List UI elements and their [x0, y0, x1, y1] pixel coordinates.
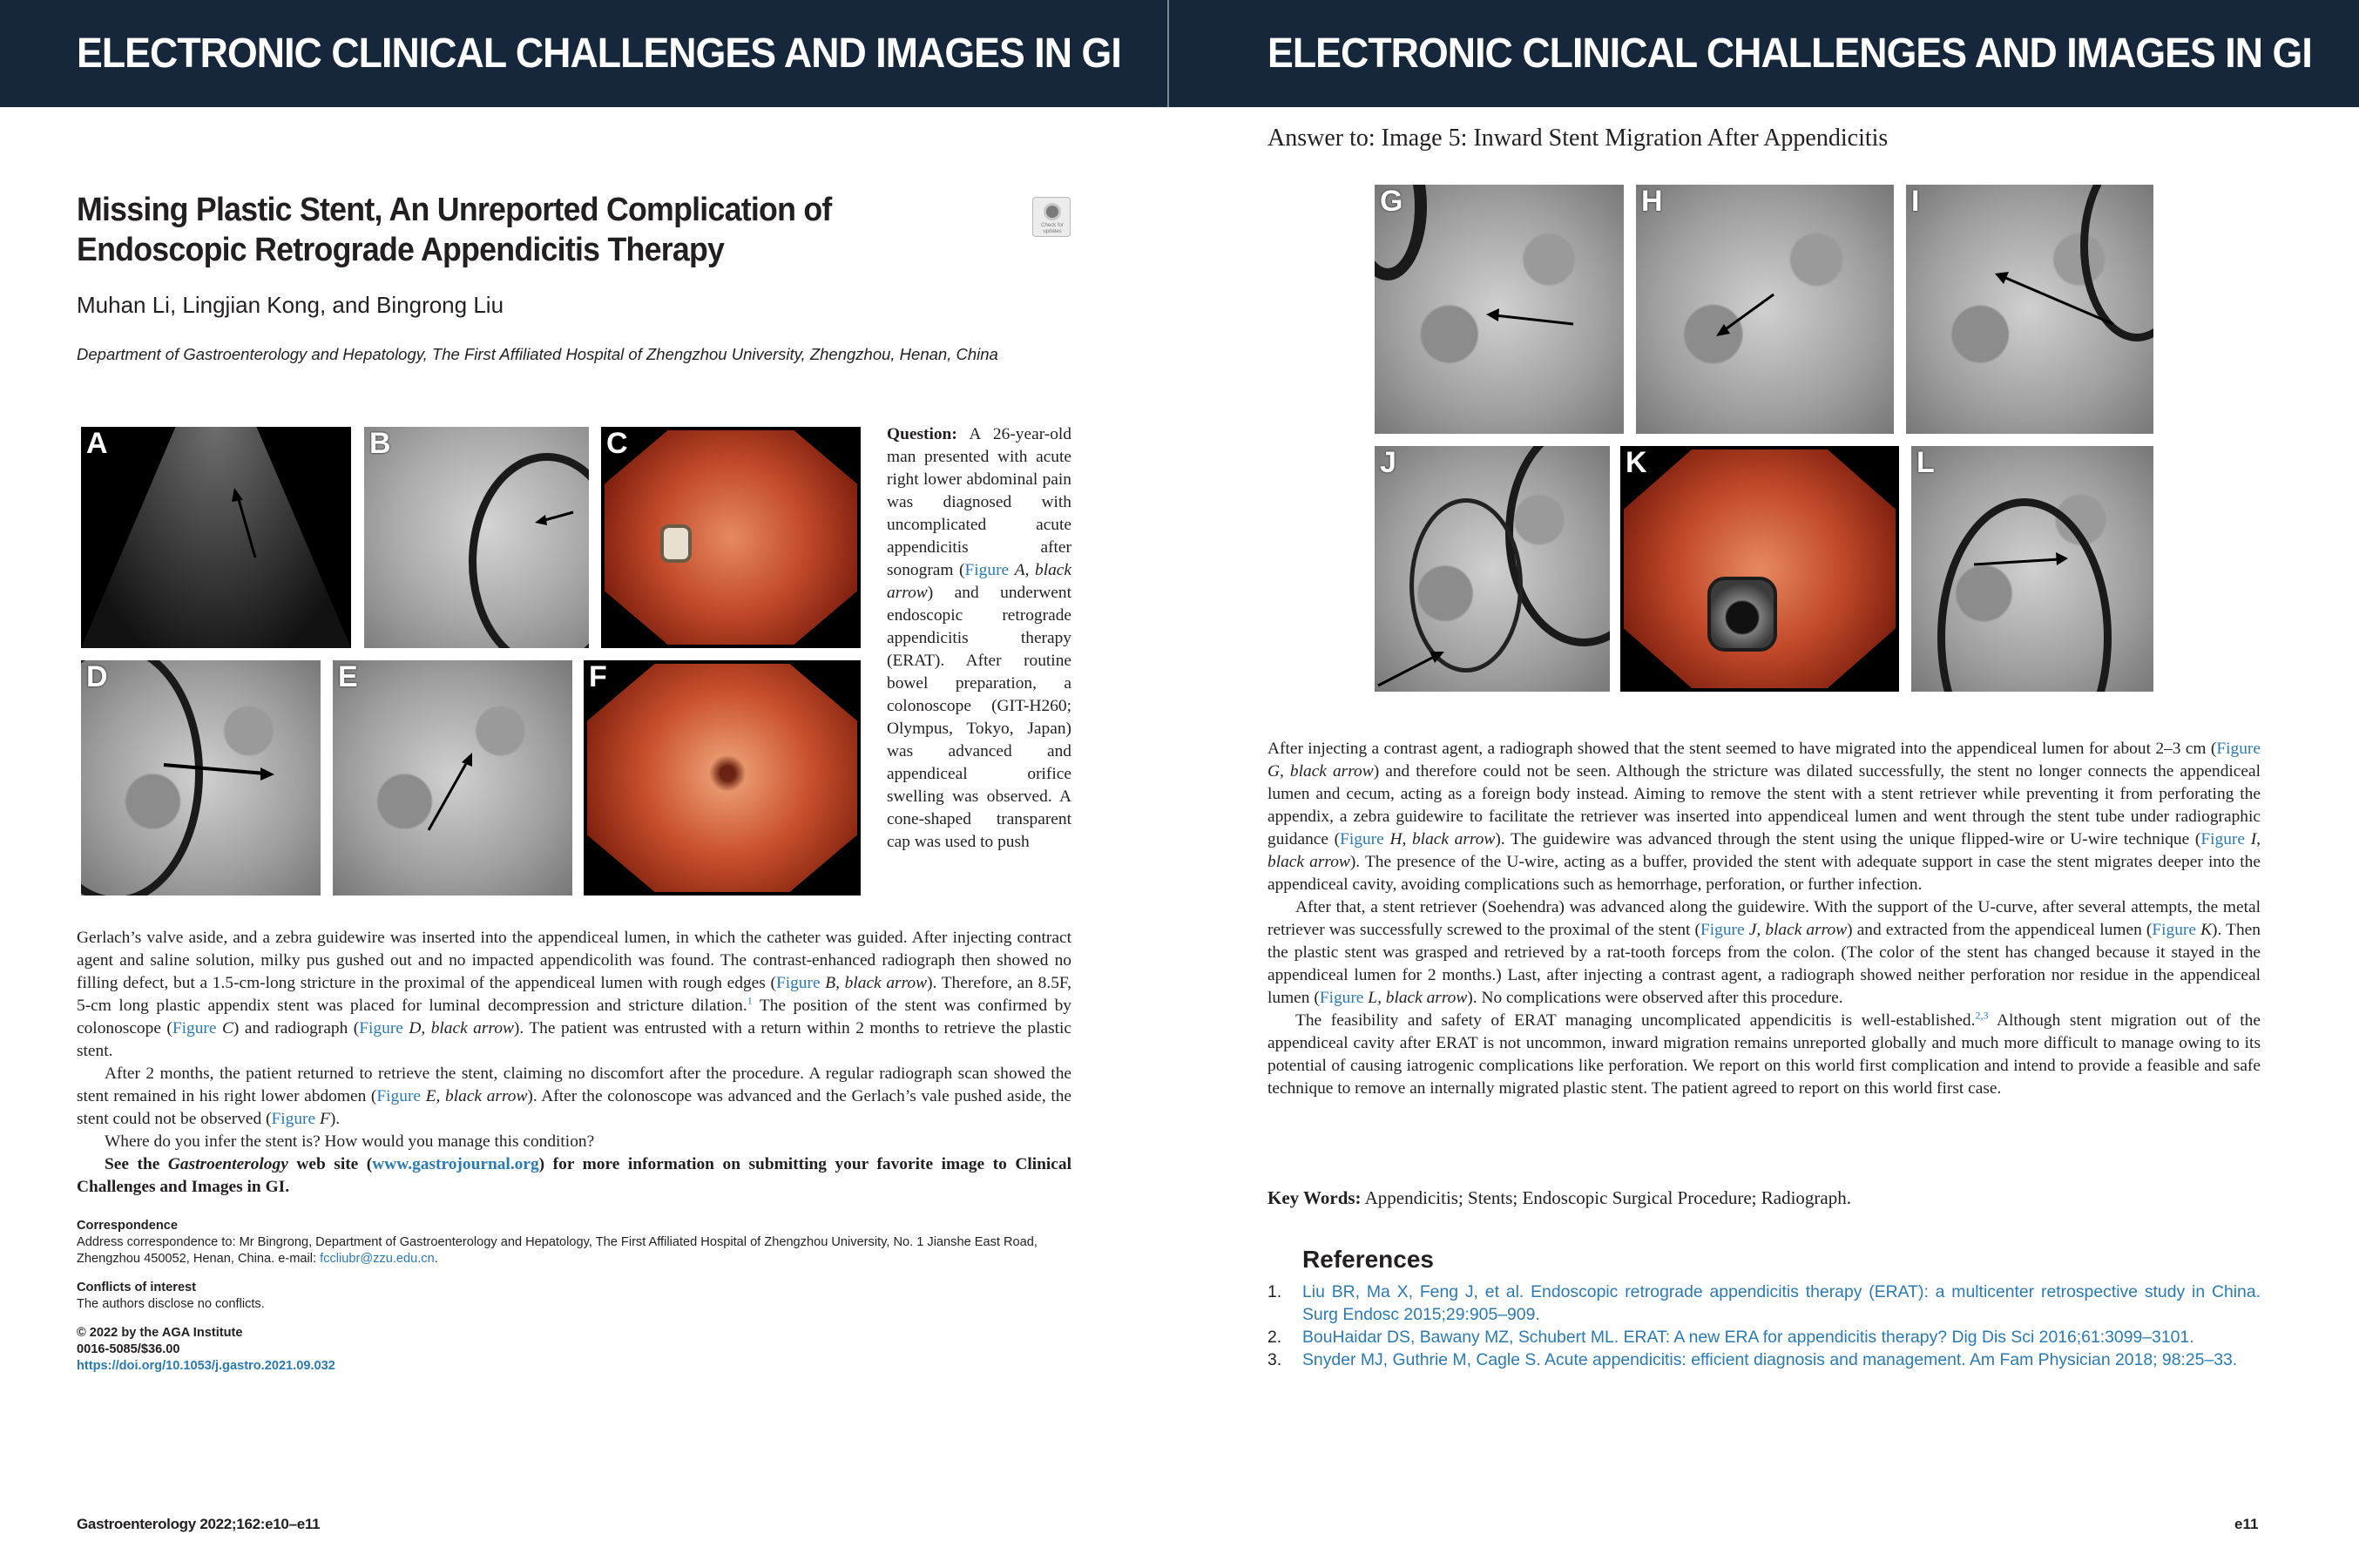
citation-link[interactable]: 2,3 [1975, 1009, 1989, 1022]
figure-link[interactable]: Figure [2152, 921, 2196, 939]
right-page [1169, 0, 2338, 1568]
panel-label-g: G [1380, 185, 1403, 218]
submission-note: See the Gastroenterology web site (www.gastrojournal.org) for more information on submitting your favorite image to Clinical Challenges and Images in GI. [77, 1155, 1071, 1196]
panel-label-c: C [606, 427, 628, 460]
figure-link[interactable]: Figure [775, 974, 821, 992]
arrow-icon [1911, 446, 2153, 692]
left-body-text [77, 927, 1071, 1199]
endoscopic-image [587, 664, 857, 892]
paragraph: After 2 months, the patient returned to retrieve the stent, claiming no discomfort after the procedure. A regular radiograph scan showed the stent remained in his right lower abdomen (Figure E, black arrow). After the colonoscope was advanced and the Gerlach’s vale pushed aside, the stent could not be observed (Figure F). [77, 1064, 1072, 1128]
arrow-icon [81, 660, 321, 896]
figure-link[interactable]: Figure [964, 561, 1010, 579]
figure-panel-b[interactable] [364, 427, 589, 648]
crossmark-icon [1044, 203, 1061, 220]
figure-link[interactable]: Figure [359, 1019, 403, 1037]
right-banner-title: ELECTRONIC CLINICAL CHALLENGES AND IMAGES IN GI [1267, 30, 2312, 77]
figure-panel-g[interactable] [1375, 185, 1624, 434]
right-banner [1169, 0, 2359, 107]
paragraph: After injecting a contrast agent, a radiograph showed that the stent seemed to have migrated into the appendiceal lumen for about 2–3 cm (Figure G, black arrow) and therefore could not be seen. Although the stricture was dilated successfully, the stent no longer connects the appendiceal lumen and cecum, acting as a foreign body instead. Aiming to remove the stent with a stent retriever while preventing it from perforating the appendix, a zebra guidewire to facilitate the retriever was inserted into appendiceal lumen and went through the stent tube under radiographic guidance (Figure H, black arrow). The guidewire was advanced through the stent using the unique flipped-wire or U-wire technique (Figure I, black arrow). The presence of the U-wire, acting as a buffer, provided the stent with adequate support in case the stent migrates deeper into the appendiceal cavity, avoiding complications such as hemorrhage, perforation, or further infection. [1267, 740, 2261, 894]
reference-item[interactable]: 3. Snyder MJ, Guthrie M, Cagle S. Acute appendicitis: efficient diagnosis and management. Am Fam Physician 2018; 98:25–33. [1267, 1350, 2238, 1369]
figure-panel-a[interactable] [81, 427, 351, 648]
reference-item[interactable]: 1. Liu BR, Ma X, Feng J, et al. Endoscopic retrograde appendicitis therapy (ERAT): a multicenter retrospective study in China. Surg Endosc 2015;29:905–909. [1267, 1282, 2261, 1324]
panel-label-i: I [1911, 185, 1920, 218]
endoscopic-image [1624, 449, 1896, 688]
paragraph: Gerlach’s valve aside, and a zebra guidewire was inserted into the appendiceal lumen, in which the catheter was guided. After injecting contract agent and saline solution, milky pus gushed out and no impacted appendicolith was found. The contrast-enhanced radiograph then showed no filling defect, but a 1.5-cm-long stricture in the proximal of the appendiceal lumen with rough edges (Figure B, black arrow). Therefore, an 8.5F, 5-cm long plastic appendix stent was placed for luminal decompression and stricture dilation.$^1$ The position of the stent was confirmed by colonoscope (Figure C) and radiograph (Figure D, black arrow). The patient was entrusted with a return within 2 months to retrieve the plastic stent. [77, 929, 1072, 1060]
correspondence-block: Correspondence Address correspondence to: Mr Bingrong, Department of Gastroenterology and Hepatology, The First Affiliated Hospital of Zhengzhou University, No. 1 Jianshe East Road, Zhengzhou 450052, Henan, China. e-mail: fccliubr@zzu.edu.cn. [77, 1219, 1038, 1266]
figure-link[interactable]: Figure [2200, 830, 2245, 848]
left-banner [0, 0, 1169, 107]
crossmark-label: Check for updates [1041, 223, 1064, 234]
figure-link[interactable]: Figure [1319, 989, 1364, 1007]
stent-retriever-image [1707, 577, 1777, 652]
paragraph: The feasibility and safety of ERAT managing uncomplicated appendicitis is well-established.$^{2,3}$ Although stent migration out of the appendiceal cavity after ERAT is not uncommon, inward migration remains unreported globally and much more difficult to manage owing to its potential of causing iatrogenic complications like perforation. We report on this world first complication and intend to provide a feasible and safe technique to remove an internally migrated plastic stent. The patient agreed to report on this world first case. [1267, 1009, 2261, 1098]
citation-link[interactable]: 1 [747, 994, 753, 1007]
figure-panel-i[interactable] [1906, 185, 2153, 434]
question-label: Question: [887, 425, 957, 443]
keywords: Key Words: Appendicitis; Stents; Endoscopic Surgical Procedure; Radiograph. [1267, 1187, 1851, 1208]
answer-title: Answer to: Image 5: Inward Stent Migration After Appendicitis [1267, 125, 1889, 152]
panel-label-a: A [86, 427, 108, 460]
references-list [1267, 1281, 2261, 1371]
conflicts-block: Conflicts of interest The authors disclose no conflicts. [77, 1281, 265, 1311]
panel-label-j: J [1380, 446, 1396, 479]
article-title: Missing Plastic Stent, An Unreported Complication of Endoscopic Retrograde Appendicitis Therapy [77, 192, 832, 268]
panel-label-k: K [1626, 446, 1647, 479]
figure-link[interactable]: Figure [1340, 830, 1384, 848]
figure-panel-h[interactable] [1636, 185, 1894, 434]
panel-label-h: H [1641, 185, 1663, 218]
keywords-label: Key Words: [1267, 1187, 1362, 1208]
paragraph: After that, a stent retriever (Soehendra) was advanced along the guidewire. With the support of the U-curve, after several attempts, the metal retriever was successfully screwed to the proximal of the stent (Figure J, black arrow) and extracted from the appendiceal lumen (Figure K). Then the plastic stent was grasped and retrieved by a rat-tooth forceps from the colon. (The color of the stent has changed because it stayed in the appendiceal lumen for 2 months.) Last, after injecting a contrast agent, a radiograph showed neither perforation nor residue in the appendiceal lumen (Figure L, black arrow). No complications were observed after this procedure. [1267, 898, 2261, 1007]
right-footer: e11 [2234, 1516, 2259, 1532]
reference-item[interactable]: 2. BouHaidar DS, Bawany MZ, Schubert ML. ERAT: A new ERA for appendicitis therapy? Dig Dis Sci 2016;61:3099–3101. [1267, 1328, 2194, 1347]
figure-panel-k[interactable] [1620, 446, 1899, 692]
figure-panel-j[interactable] [1375, 446, 1610, 692]
stent-image [660, 524, 692, 563]
figure-panel-c[interactable] [601, 427, 861, 648]
email-link[interactable]: fccliubr@zzu.edu.cn [320, 1252, 435, 1266]
arrow-icon [1636, 185, 1894, 434]
check-for-updates-badge[interactable] [1032, 197, 1071, 237]
affiliation: Department of Gastroenterology and Hepatology, The First Affiliated Hospital of Zhengzhou University, Zhengzhou, Henan, China [77, 345, 998, 363]
right-body-text [1267, 738, 2261, 1100]
references-heading: References [1302, 1246, 1434, 1273]
arrow-icon [1375, 446, 1610, 692]
paragraph: Where do you infer the stent is? How would you manage this condition? [105, 1132, 595, 1151]
arrow-icon [81, 427, 351, 648]
authors: Muhan Li, Lingjian Kong, and Bingrong Liu [77, 292, 504, 318]
doi-link[interactable]: https://doi.org/10.1053/j.gastro.2021.09.032 [77, 1359, 335, 1373]
left-page [0, 0, 1169, 1568]
panel-label-d: D [86, 660, 108, 693]
correspondence-heading: Correspondence [77, 1219, 178, 1233]
figure-link[interactable]: Figure [172, 1019, 217, 1037]
copyright-block: © 2022 by the AGA Institute 0016-5085/$36.00 https://doi.org/10.1053/j.gastro.2021.09.032 [77, 1326, 335, 1373]
figure-panel-l[interactable] [1911, 446, 2153, 692]
question-text: Question: A 26-year-old man presented with acute right lower abdominal pain was diagnosed with uncomplicated acute appendicitis after sonogram (Figure A, black arrow) and underwent endoscopic retrograde appendicitis therapy (ERAT). After routine bowel preparation, a colonoscope (GIT-H260; Olympus, Tokyo, Japan) was advanced and appendiceal orifice swelling was observed. A cone-shaped transparent cap was used to push [887, 425, 1071, 851]
panel-label-e: E [338, 660, 358, 693]
arrow-icon [333, 660, 572, 896]
article-notes [77, 1218, 1071, 1375]
figure-link[interactable]: Figure [271, 1110, 316, 1128]
panel-label-l: L [1916, 446, 1935, 479]
figure-link[interactable]: Figure [1700, 921, 1745, 939]
panel-label-b: B [369, 427, 391, 460]
endoscopic-image [605, 430, 857, 645]
arrow-icon [1375, 185, 1624, 434]
left-footer: Gastroenterology 2022;162:e10–e11 [77, 1516, 321, 1532]
figure-link[interactable]: Figure [2216, 740, 2261, 758]
left-banner-title: ELECTRONIC CLINICAL CHALLENGES AND IMAGES IN GI [77, 30, 1121, 77]
figure-link[interactable]: Figure [376, 1087, 422, 1105]
figure-panel-e[interactable] [333, 660, 572, 896]
arrow-icon [1906, 185, 2153, 434]
conflicts-heading: Conflicts of interest [77, 1281, 197, 1294]
journal-website-link[interactable]: www.gastrojournal.org [372, 1155, 539, 1173]
figure-panel-f[interactable] [584, 660, 861, 896]
panel-label-f: F [589, 660, 607, 693]
arrow-icon [364, 427, 589, 648]
figure-panel-d[interactable] [81, 660, 321, 896]
